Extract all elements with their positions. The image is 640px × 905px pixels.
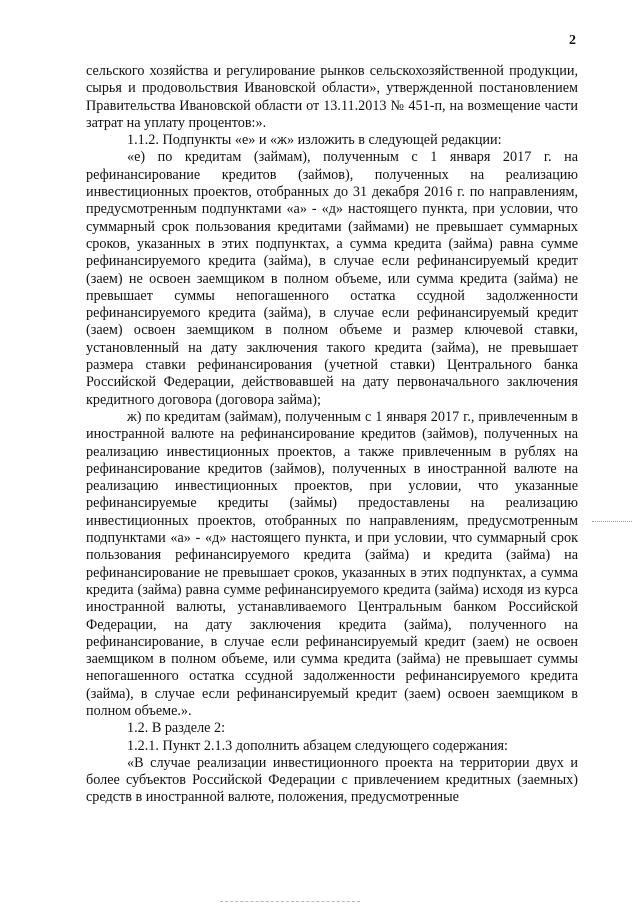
document-body xyxy=(86,63,578,807)
paragraph-1-1-2: 1.1.2. Подпункты «е» и «ж» изложить в следующей редакции: xyxy=(127,132,502,149)
paragraph-continuation: сельского хозяйства и регулирование рынков сельскохозяйственной продукции, сырья и продовольствия Ивановской области», утвержденной постановлением Правительства Ивановской области от 13.11.2013 № 451-п, на возмещение части затрат на уплату процентов:». xyxy=(86,63,578,131)
page-number: 2 xyxy=(569,33,576,48)
paragraph-1-2-1: 1.2.1. Пункт 2.1.3 дополнить абзацем следующего содержания: xyxy=(127,737,508,754)
paragraph-subitem-e: «е) по кредитам (займам), полученным с 1 января 2017 г. на рефинансирование кредитов (займов), полученных на реализацию инвестиционных проектов, отобранных до 31 декабря 2016 г. по направлениям, предусмотренным подпунктами «а» - «д» настоящего пункта, при условии, что суммарный срок пользования кредитами (займами) не превышает суммарных сроков, указанных в этих подпунктах, а сумма кредита (займа) равна сумме рефинансируемого кредита (займа), в случае если рефинансируемый кредит (заем) не освоен заемщиком в полном объеме, или сумма кредита (займа) не превышает суммы непогашенного остатка ссудной задолженности рефинансируемого кредита (займа), в случае если рефинансируемый кредит (заем) освоен заемщиком в полном объеме и размер ключевой ставки, установленный на дату заключения такого кредита (займа), не превышает размера ставки рефинансирования (учетной ставки) Центрального банка Российской Федерации, действовавшей на дату первоначального заключения кредитного договора (договора займа); xyxy=(86,149,578,408)
paragraph-quote: «В случае реализации инвестиционного проекта на территории двух и более субъектов Российской Федерации с привлечением кредитных (заемных) средств в иностранной валюте, положения, предусмотренные xyxy=(86,754,578,806)
scan-margin-mark xyxy=(592,521,632,522)
paragraph-subitem-zh: ж) по кредитам (займам), полученным с 1 января 2017 г., привлеченным в иностранной валюте на рефинансирование кредитов (займов), полученных на реализацию инвестиционных проектов, а также привлеченным в рублях на рефинансирование кредитов (займов), полученных в иностранной валюте на реализацию инвестиционных проектов, при условии, что указанные рефинансируемые кредиты (займы) предоставлены на реализацию инвестиционных проектов, отобранных по направлениям, предусмотренным подпунктами «а» - «д» настоящего пункта, и при условии, что суммарный срок пользования рефинансируемого кредита (займа) и кредита (займа) на рефинансирование не превышает сроков, указанных в этих подпунктах, а сумма кредита (займа) равна сумме рефинансируемого кредита (займа) исходя из курса иностранной валюты, устанавливаемого Центральным банком Российской Федерации, на дату заключения кредита (займа), полученного на рефинансирование, в случае если рефинансируемый кредит (заем) не освоен заемщиком в полном объеме, или сумма кредита (займа) не превышает суммы непогашенного остатка ссудной задолженности рефинансируемого кредита (займа), в случае если рефинансируемый кредит (заем) освоен заемщиком в полном объеме.». xyxy=(86,408,578,719)
scan-bottom-artifact xyxy=(220,901,360,905)
paragraph-1-2: 1.2. В разделе 2: xyxy=(127,720,226,737)
